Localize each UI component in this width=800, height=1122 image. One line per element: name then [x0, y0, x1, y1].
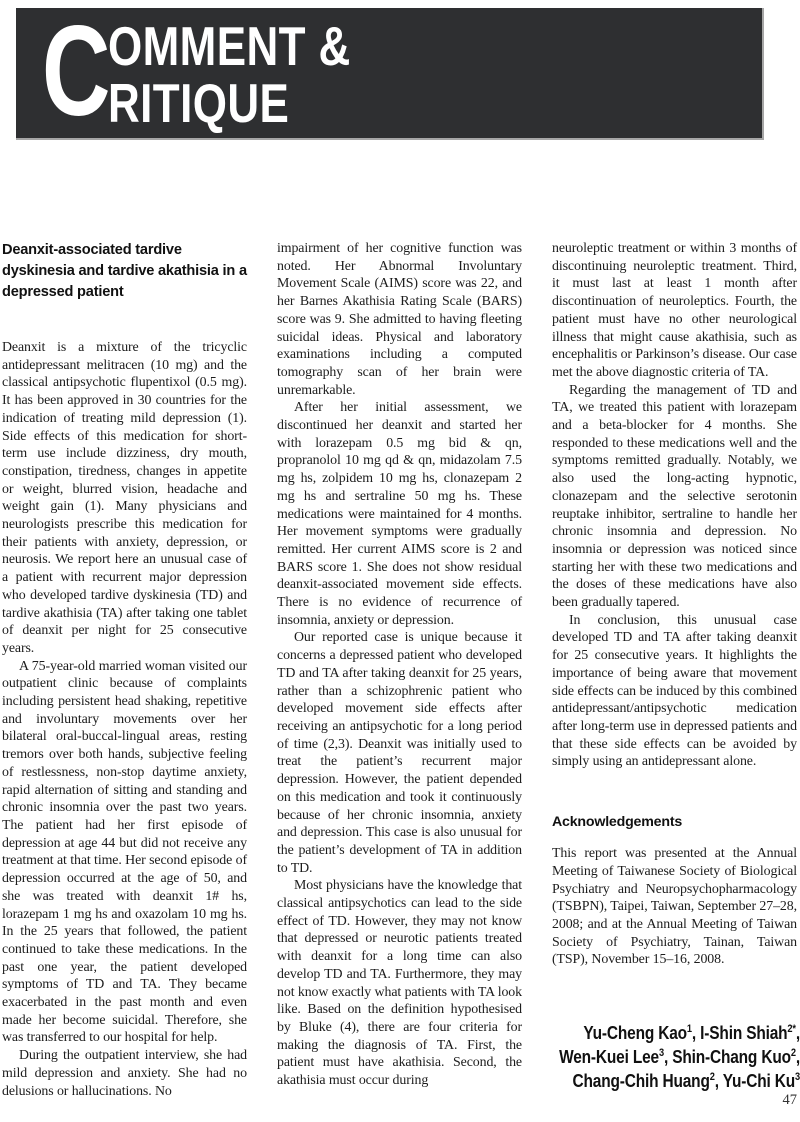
column-3-paragraphs: [552, 240, 797, 771]
author-affiliation-superscript: 3: [658, 1046, 664, 1059]
masthead-line1: OMMENT &: [108, 15, 351, 77]
masthead-inner: [16, 0, 762, 143]
author-affiliation-superscript: 1: [686, 1022, 692, 1035]
paragraph: Regarding the management of TD and TA, we treated this patient with lorazepam and a beta-blocker for 4 months. She responded to these medications well and the symptoms remitted gradually. Notably, we also used the long-acting hypnotic, clonazepam and the selective serotonin reuptake inhibitor, sertraline to handle her chronic insomnia and depression. No insomnia or depression was noticed since starting her with these two medications and the doses of these medications have also been gradually tapered.: [552, 382, 797, 611]
column-2: [277, 240, 522, 1090]
paragraph: Our reported case is unique because it concerns a depressed patient who developed TD and TA after taking deanxit for 25 years, rather than a schizophrenic patient who developed movement side effects after receiving an antipsychotic for a long period of time (2,3). Deanxit was initially used to treat the patient’s recurrent major depression. However, the patient depended on this medication and took it continuously because of her chronic insomnia, anxiety and depression. This case is also unusual for the patient’s development of TA in addition to TD.: [277, 630, 522, 876]
author-affiliation-superscript: 2: [709, 1070, 715, 1083]
page-number: 47: [782, 1092, 797, 1108]
article-title: Deanxit-associated tardive dyskinesia and tardive akathisia in a depressed patient: [2, 242, 247, 300]
masthead: [16, 0, 764, 143]
acknowledgements-text: This report was presented at the Annual Meeting of Taiwanese Society of Biological Psychiatry and Neuropsychopharmacology (TSBPN), Taipei, Taiwan, September 27–28, 2008; and at the Annual Meeting of Taiwan Society of Psychiatry, Tainan, Taiwan (TSP), November 15–16, 2008.: [552, 846, 797, 968]
paragraph: Most physicians have the knowledge that classical antipsychotics can lead to the side effect of TD. However, they may not know that depressed or neurotic patients treated with deanxit for a long time can also develop TD and TA. Furthermore, they may not know exactly what patients with TA look like. Based on the definition hypothesised by Bluke (4), there are four criteria for making the diagnosis of TA. First, the patient must have akathisia. Second, the akathisia must occur during: [277, 878, 522, 1089]
article-body: [2, 240, 798, 1100]
acknowledgements-heading: Acknowledgements: [552, 814, 683, 831]
paragraph: After her initial assessment, we discontinued her deanxit and started her with lorazepam 0.5 mg bid & qn, propranolol 10 mg qd & qn, midazolam 7.5 mg hs, zolpidem 10 mg hs, clonazepam 2 mg hs and sertraline 50 mg hs. These medications were maintained for 4 months. Her movement symptoms were gradually remitted. Her current AIMS score is 2 and BARS score 1. She does not show residual deanxit-associated movement side effects. There is no evidence of recurrence of insomnia, anxiety or depression.: [277, 400, 522, 628]
paragraph: A 75-year-old married woman visited our outpatient clinic because of complaints including persistent head shaking, repetitive and involuntary movements over her bilateral oral-buccal-lingual areas, resting tremors over both hands, subjective feeling of restlessness, non-stop daytime anxiety, rapid alternation of sitting and standing and chronic insomnia over the past two years. The patient had her first episode of depression at age 44 but did not receive any treatment at that time. Her second episode of depression occurred at the age of 50, and she was treated with deanxit 1# hs, lorazepam 1 mg hs and oxazolam 10 mg hs. In the 25 years that followed, the patient continued to take these medications. In the past one year, the patient developed symptoms of TD and TA. They became exacerbated in the past month and even made her become suicidal. Therefore, she was transferred to our hospital for help.: [2, 658, 247, 1046]
masthead-drop-cap: C: [42, 0, 111, 143]
masthead-line2: RITIQUE: [108, 72, 290, 134]
author-line: Chang-Chih Huang$^2$, Yu-Chi Ku$^3$: [572, 1070, 800, 1092]
author-list: [551, 1021, 800, 1093]
paragraph: In conclusion, this unusual case developed TD and TA after taking deanxit for 25 consecutive years. It highlights the importance of being aware that movement side effects can be induced by this combined antidepressant/antipsychotic medication after long-term use in depressed patients and that these side effects can be avoided by simply using an antidepressant alone.: [552, 612, 797, 770]
author-affiliation-superscript: 2: [790, 1046, 796, 1059]
paragraph: neuroleptic treatment or within 3 months of discontinuing neuroleptic treatment. Third, it must last at least 1 month after discontinuation of neuroleptics. Fourth, the patient must have no other neurological illness that might cause akathisia, such as encephalitis or Parkinson’s disease. Our case met the above diagnostic criteria of TA.: [552, 241, 797, 380]
author-affiliation-superscript: 3: [795, 1070, 800, 1083]
column-1-paragraphs: [2, 339, 247, 1100]
author-affiliation-superscript: 2*: [787, 1022, 796, 1035]
paragraph: Deanxit is a mixture of the tricyclic antidepressant melitracen (10 mg) and the classical antipsychotic flupentixol (0.5 mg). It has been approved in 30 countries for the indication of treating mild depression (1). Side effects of this medication for short-term use include dizziness, dry mouth, constipation, tiredness, changes in appetite or weight, blurred vision, headache and weight gain (1). Many physicians and neurologists prescribe this medication for their patients with anxiety, depression, or neurosis. We report here an unusual case of a patient with recurrent major depression who developed tardive dyskinesia (TD) and tardive akathisia (TA) after taking one tablet of deanxit per night for 25 consecutive years.: [2, 340, 247, 656]
column-3: [552, 240, 800, 1093]
paragraph: During the outpatient interview, she had mild depression and anxiety. She had no delusions or hallucinations. No: [2, 1048, 247, 1099]
author-line: Yu-Cheng Kao$^1$, I-Shin Shiah$^{2*}$,: [583, 1022, 800, 1044]
author-line: Wen-Kuei Lee$^3$, Shin-Chang Kuo$^2$,: [559, 1046, 800, 1068]
column-1: [2, 240, 247, 1100]
column-2-paragraphs: [277, 240, 522, 1090]
paragraph: impairment of her cognitive function was noted. Her Abnormal Involuntary Movement Scale (AIMS) score was 22, and her Barnes Akathisia Rating Scale (BARS) score was 9. She admitted to having fleeting suicidal ideas. Physical and laboratory examinations including a computed tomography scan of her brain were unremarkable.: [277, 241, 522, 398]
masthead-lines: [108, 16, 411, 132]
